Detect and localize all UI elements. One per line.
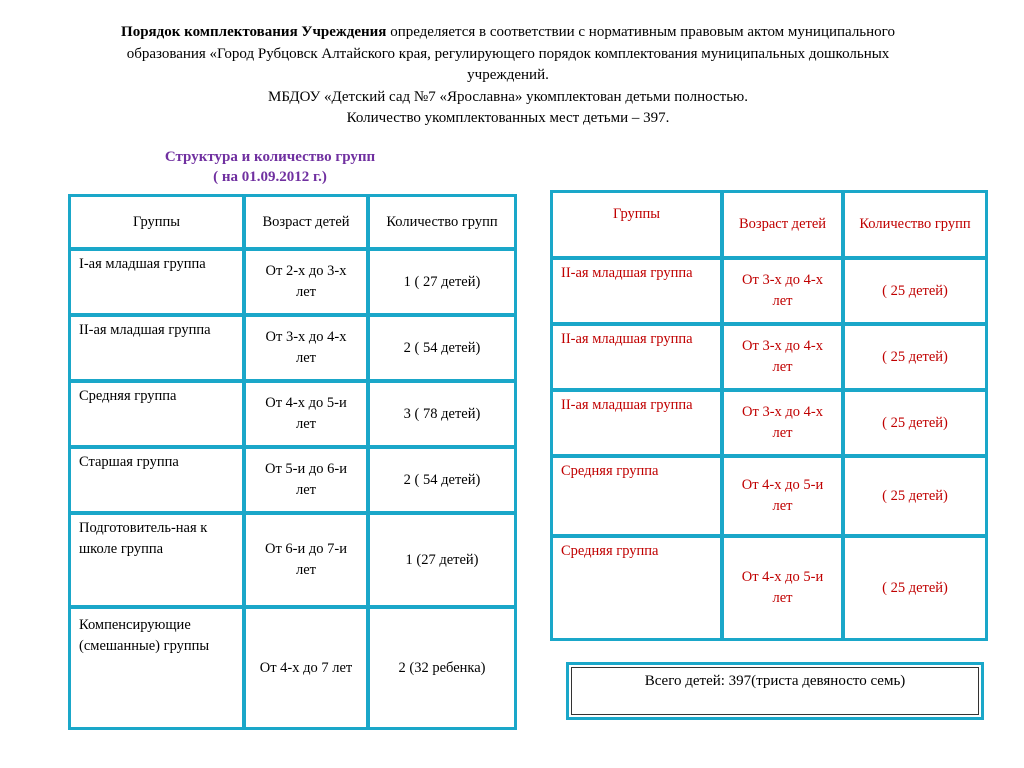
- header-groups: Группы: [69, 195, 244, 249]
- table-row: [551, 258, 987, 324]
- group-age: От 4-х до 5-и лет: [244, 381, 368, 447]
- group-name: Средняя группа: [69, 381, 244, 447]
- group-name: II-ая младшая группа: [551, 258, 722, 324]
- group-count: ( 25 детей): [843, 258, 987, 324]
- group-age: От 4-х до 7 лет: [244, 607, 368, 729]
- intro-line5: Количество укомплектованных мест детьми – 397.: [346, 110, 670, 126]
- intro-line4: МБДОУ «Детский сад №7 «Ярославна» укомплектован детьми полностью.: [267, 88, 749, 105]
- group-count: 1 (27 детей): [368, 513, 516, 607]
- group-name: Средняя группа: [551, 536, 722, 640]
- table-row: [551, 390, 987, 456]
- group-age: От 5-и до 6-и лет: [244, 447, 368, 513]
- group-name: II-ая младшая группа: [69, 315, 244, 381]
- table-header-row: [551, 191, 987, 258]
- table-row: [551, 536, 987, 640]
- group-count: 2 ( 54 детей): [368, 447, 516, 513]
- header-age: Возраст детей: [722, 191, 843, 258]
- intro-bold-lead: Порядок комплектования Учреждения: [121, 24, 387, 40]
- table-header-row: [69, 195, 516, 249]
- table-row: [551, 456, 987, 536]
- header-age: Возраст детей: [244, 195, 368, 249]
- group-name: II-ая младшая группа: [551, 324, 722, 390]
- group-count: ( 25 детей): [843, 536, 987, 640]
- table-row: [551, 324, 987, 390]
- left-groups-table: [68, 194, 517, 730]
- group-age: От 3-х до 4-х лет: [244, 315, 368, 381]
- table-row: [69, 315, 516, 381]
- intro-paragraph: [40, 22, 976, 130]
- total-children: Всего детей: 397(триста девяносто семь): [566, 662, 984, 720]
- group-age: От 3-х до 4-х лет: [722, 390, 843, 456]
- group-name: Подготовитель-ная к школе группа: [69, 513, 244, 607]
- group-count: 2 (32 ребенка): [368, 607, 516, 729]
- table-row: [69, 249, 516, 315]
- table-row: [69, 513, 516, 607]
- group-name: Старшая группа: [69, 447, 244, 513]
- header-groups: Группы: [551, 191, 722, 258]
- subtitle-line1: Структура и количество групп: [164, 149, 376, 165]
- table-row: [69, 447, 516, 513]
- group-age: От 3-х до 4-х лет: [722, 324, 843, 390]
- group-age: От 3-х до 4-х лет: [722, 258, 843, 324]
- group-count: ( 25 детей): [843, 390, 987, 456]
- subtitle-line2: ( на 01.09.2012 г.): [213, 169, 327, 185]
- group-name: II-ая младшая группа: [551, 390, 722, 456]
- table-row: [69, 607, 516, 729]
- intro-line2: образования «Город Рубцовск Алтайского края, регулирующего порядок комплектования муниципальных дошкольных: [126, 45, 890, 62]
- intro-line3: учреждений.: [467, 67, 549, 83]
- group-age: От 2-х до 3-х лет: [244, 249, 368, 315]
- group-count: ( 25 детей): [843, 324, 987, 390]
- group-count: ( 25 детей): [843, 456, 987, 536]
- right-groups-table: [550, 190, 988, 641]
- group-name: Средняя группа: [551, 456, 722, 536]
- group-age: От 4-х до 5-и лет: [722, 536, 843, 640]
- header-count: Количество групп: [843, 191, 987, 258]
- group-count: 1 ( 27 детей): [368, 249, 516, 315]
- table-row: [69, 381, 516, 447]
- header-count: Количество групп: [368, 195, 516, 249]
- group-age: От 6-и до 7-и лет: [244, 513, 368, 607]
- group-name: I-ая младшая группа: [69, 249, 244, 315]
- group-age: От 4-х до 5-и лет: [722, 456, 843, 536]
- group-count: 2 ( 54 детей): [368, 315, 516, 381]
- intro-line1: определяется в соответствии с нормативным правовым актом муниципального: [386, 24, 895, 40]
- group-count: 3 ( 78 детей): [368, 381, 516, 447]
- group-name: Компенсирующие (смешанные) группы: [69, 607, 244, 729]
- tables-subtitle: [120, 147, 420, 187]
